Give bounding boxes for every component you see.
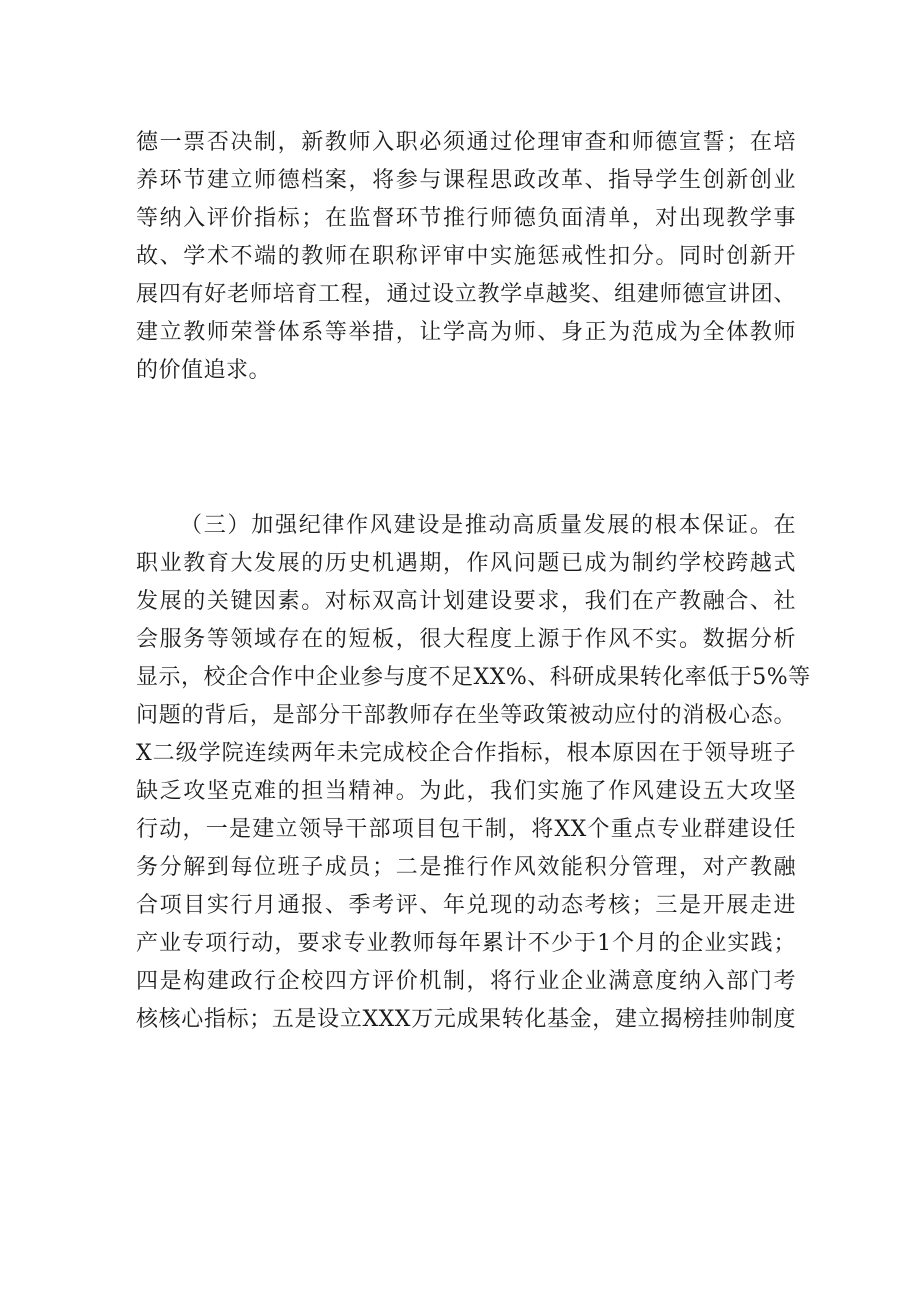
section-heading-line: （三）加强纪律作风建设是推动高质量发展的根本保证。在 bbox=[180, 513, 796, 538]
text-line: X二级学院连续两年未完成校企合作指标，根本原因在于领导班子 bbox=[136, 741, 796, 766]
paragraph-teacher-ethics bbox=[136, 124, 796, 390]
text-line: 合项目实行月通报、季考评、年兑现的动态考核；三是开展走进 bbox=[136, 893, 796, 918]
text-line: 等纳入评价指标；在监督环节推行师德负面清单，对出现教学事 bbox=[136, 206, 796, 231]
text-line: 显示，校企合作中企业参与度不足XX%、科研成果转化率低于5%等 bbox=[136, 665, 811, 690]
text-line: 务分解到每位班子成员；二是推行作风效能积分管理，对产教融 bbox=[136, 855, 796, 880]
text-line: 核核心指标；五是设立XXX万元成果转化基金，建立揭榜挂帅制度 bbox=[136, 1007, 796, 1032]
text-line: 养环节建立师德档案，将参与课程思政改革、指导学生创新创业 bbox=[136, 168, 796, 193]
text-line: 展四有好老师培育工程，通过设立教学卓越奖、组建师德宣讲团、 bbox=[136, 282, 796, 307]
text-line: 发展的关键因素。对标双高计划建设要求，我们在产教融合、社 bbox=[136, 589, 796, 614]
text-line: 行动，一是建立领导干部项目包干制，将XX个重点专业群建设任 bbox=[136, 817, 796, 842]
text-line: 故、学术不端的教师在职称评审中实施惩戒性扣分。同时创新开 bbox=[136, 244, 796, 269]
text-line: 德一票否决制，新教师入职必须通过伦理审查和师德宣誓；在培 bbox=[136, 130, 796, 155]
text-line: 的价值追求。 bbox=[136, 358, 272, 383]
text-line: 产业专项行动，要求专业教师每年累计不少于1个月的企业实践； bbox=[136, 931, 796, 956]
text-line: 职业教育大发展的历史机遇期，作风问题已成为制约学校跨越式 bbox=[136, 551, 796, 576]
text-line: 四是构建政行企校四方评价机制，将行业企业满意度纳入部门考 bbox=[136, 969, 796, 994]
text-line: 缺乏攻坚克难的担当精神。为此，我们实施了作风建设五大攻坚 bbox=[136, 779, 796, 804]
text-line: 建立教师荣誉体系等举措，让学高为师、身正为范成为全体教师 bbox=[136, 320, 796, 345]
paragraph-discipline-style bbox=[136, 507, 811, 1039]
text-line: 问题的背后，是部分干部教师存在坐等政策被动应付的消极心态。 bbox=[136, 703, 796, 728]
text-line: 会服务等领域存在的短板，很大程度上源于作风不实。数据分析 bbox=[136, 627, 796, 652]
